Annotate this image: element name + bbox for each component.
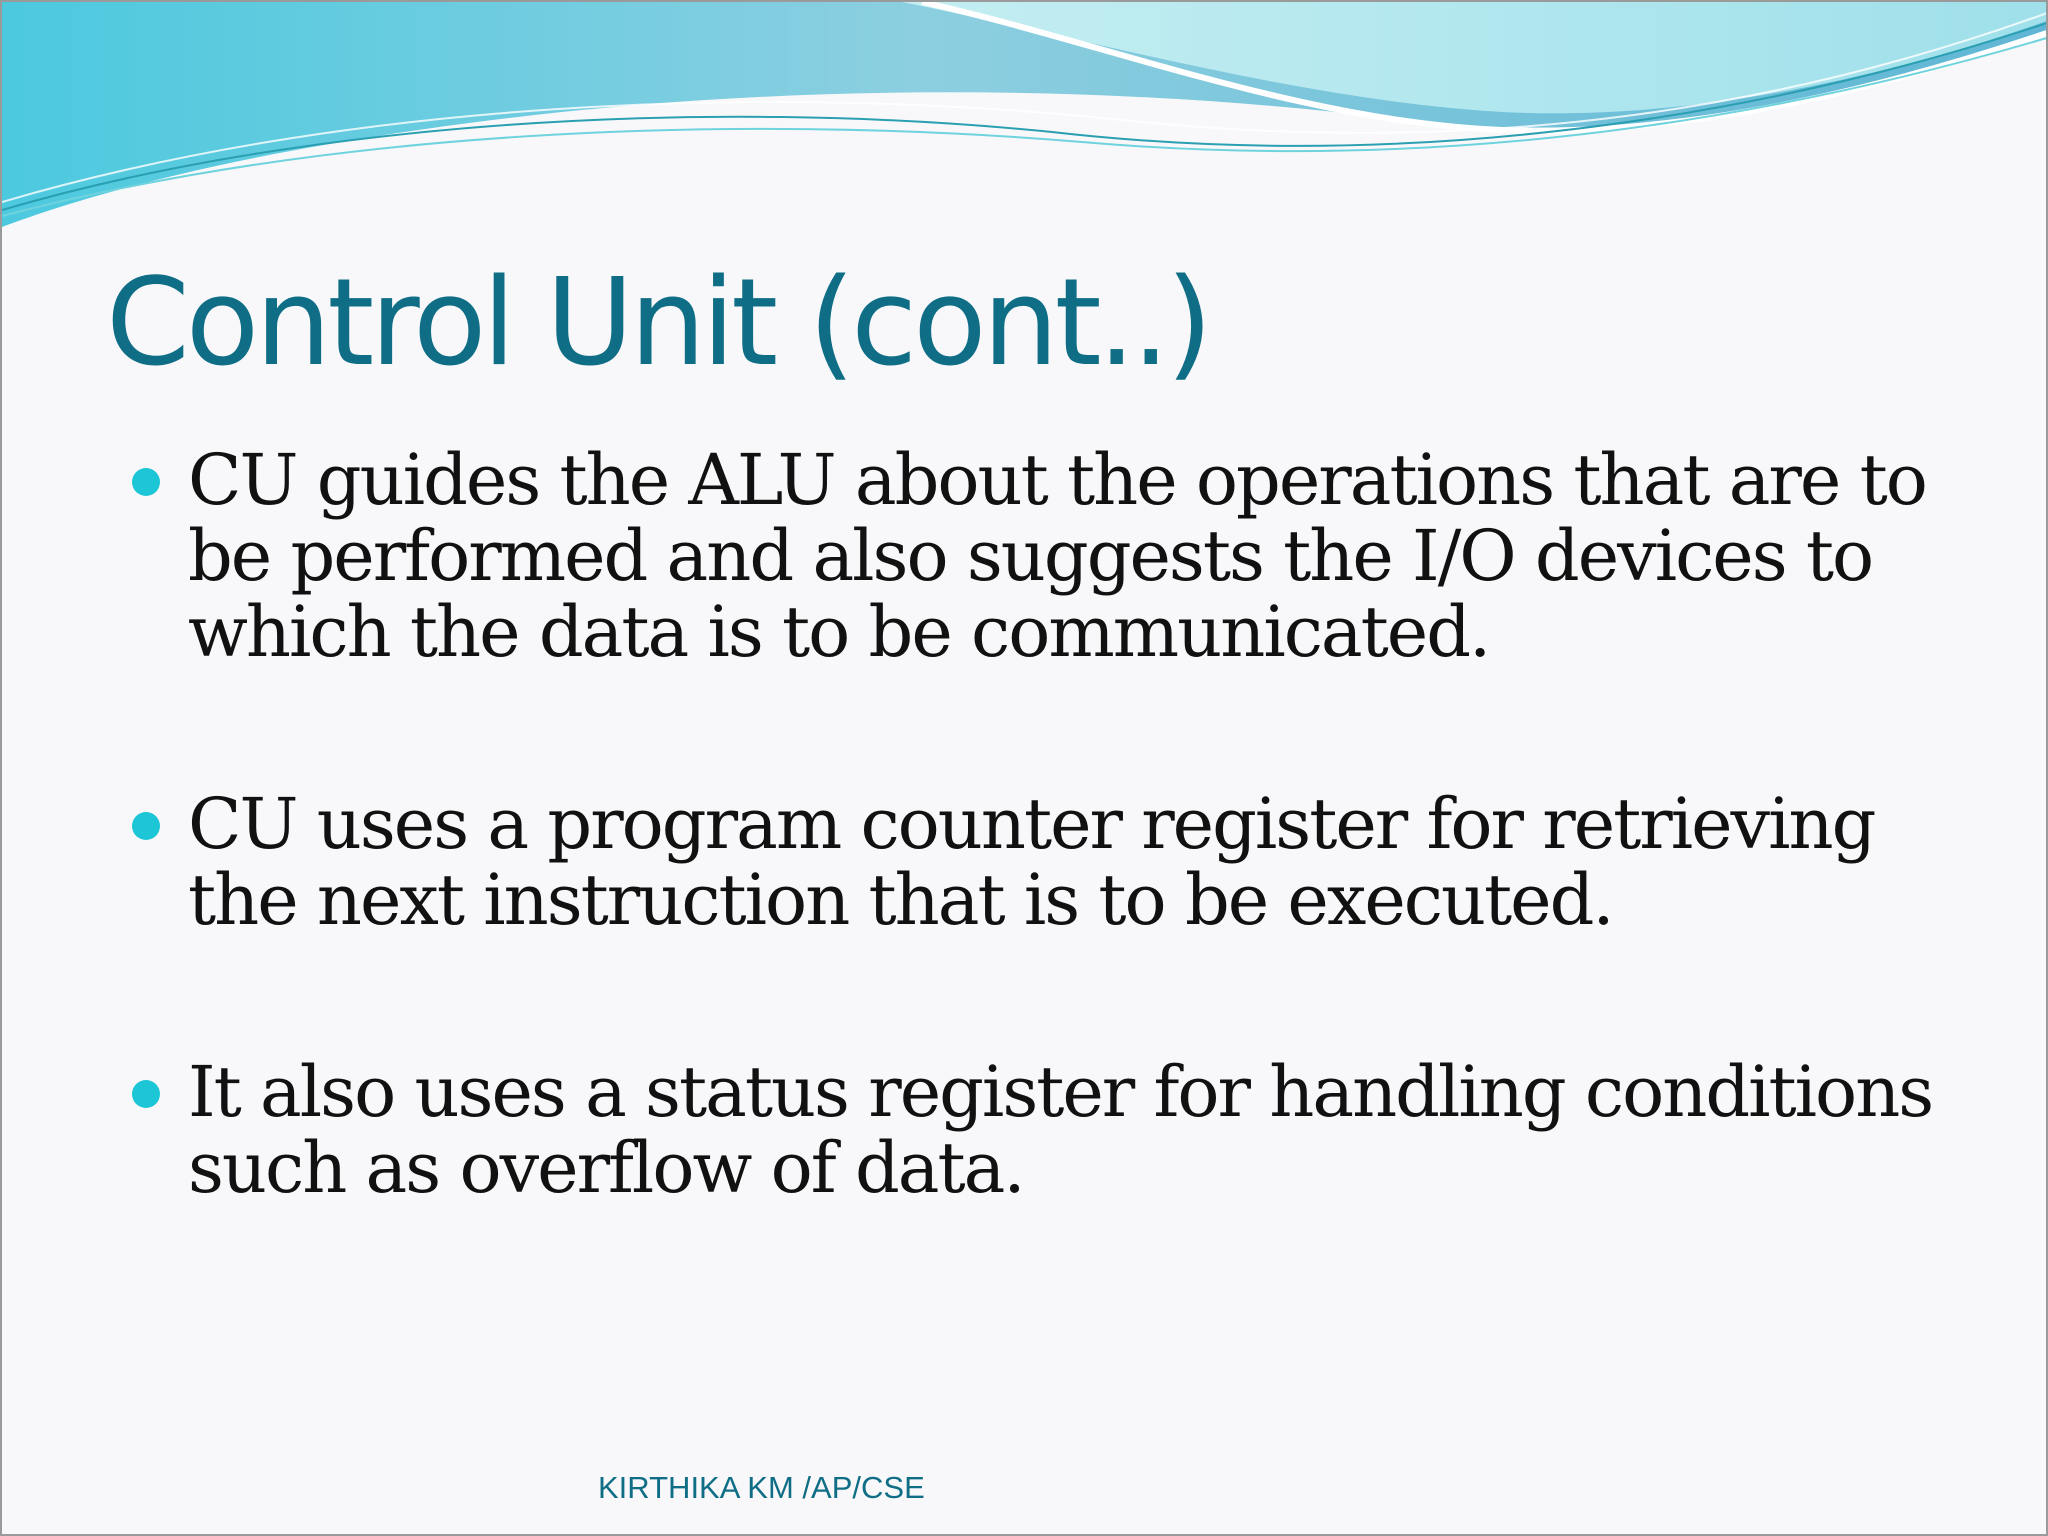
bullet-item xyxy=(132,439,1992,673)
header-wave-decoration xyxy=(2,2,2048,242)
bullet-dot-icon xyxy=(132,468,160,496)
bullet-dot-icon xyxy=(132,812,160,840)
bullet-text: It also uses a status register for handling conditions such as overflow of data. xyxy=(188,1051,1933,1209)
slide-title: Control Unit (cont..) xyxy=(106,254,1209,393)
slide-footer: KIRTHIKA KM /AP/CSE xyxy=(598,1470,925,1505)
bullet-dot-icon xyxy=(132,1080,160,1108)
bullet-text: CU uses a program counter register for retrieving the next instruction that is to be executed. xyxy=(188,783,1875,941)
bullet-item xyxy=(132,1051,1992,1209)
bullet-list xyxy=(132,439,1992,1209)
bullet-item xyxy=(132,783,1992,941)
bullet-text: CU guides the ALU about the operations that are to be performed and also suggests the I/O devices to which the data is to be communicated. xyxy=(188,439,1926,673)
